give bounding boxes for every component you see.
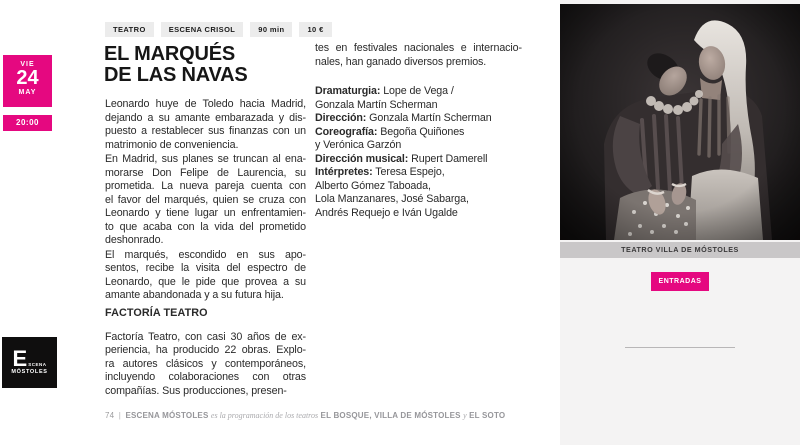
tag-badge: 90 min (250, 22, 292, 37)
text-line: el favor del marqués, quien se cruza con (105, 193, 306, 206)
footer-page-number: 74 (105, 411, 115, 420)
photo-caption-bar: TEATRO VILLA DE MÓSTOLES (560, 242, 800, 258)
body-column-1 (105, 98, 306, 399)
day-label: VIE (20, 61, 35, 68)
tag-badge: 10 € (299, 22, 331, 37)
text-line: dejando a su amante embarazada y dis- (105, 111, 306, 124)
credit-value: Gonzala Martín Scherman (315, 98, 438, 111)
divider-line (625, 347, 735, 348)
text-line: amante abandonada y a su futura hija. (105, 289, 284, 301)
credit-line (315, 126, 522, 140)
footer-brand: ESCENA MÓSTOLES (125, 411, 209, 420)
credit-line (315, 139, 522, 153)
credit-line (315, 85, 522, 99)
text-line: puesto a restablecer sus finanzas con un (105, 125, 306, 137)
date-number: 24 (16, 67, 39, 89)
credit-line (315, 112, 522, 126)
credit-line (315, 193, 522, 207)
footer-separator: | (118, 411, 122, 420)
text-line: matrimonio de conveniencia. (105, 138, 239, 151)
text-line: morarse Don Felipe de Laurencia, su (105, 166, 306, 179)
text-line: to que acaba con la vida del prometido (105, 220, 306, 233)
page-footer (105, 411, 505, 420)
text-line: compañías. Sus producciones, presen- (105, 384, 287, 397)
text-line: periencia, ha producido 22 obras. Explo- (105, 344, 306, 356)
credit-line (315, 207, 522, 221)
text-line: incluyendo colaboraciones con otras (105, 371, 306, 383)
paragraph-4 (105, 331, 306, 399)
credit-label: Dirección musical: (315, 152, 409, 165)
right-panel (560, 0, 800, 445)
page-title (104, 44, 248, 86)
text-line: Leonardo, que le pide que provea a su (105, 275, 306, 288)
logo-letter-e: E (12, 345, 28, 371)
credit-value: Gonzala Martín Scherman (366, 112, 492, 124)
logo-row (12, 345, 47, 371)
page-title-line1: EL MARQUÉS (104, 43, 235, 65)
credit-line (315, 153, 522, 167)
time-badge: 20:00 (3, 115, 52, 131)
tag-row (105, 22, 332, 37)
credit-label: Dirección: (315, 112, 367, 124)
credit-value: Andrés Requejo e Iván Ugalde (315, 206, 458, 219)
text-line: nales, han ganado diversos premios. (315, 55, 487, 68)
footer-theaters: EL BOSQUE, VILLA DE MÓSTOLES (320, 411, 461, 420)
credits-block (315, 85, 522, 220)
text-line: prometida. La nueva pareja cuenta con (105, 180, 306, 192)
text-line: En Madrid, sus planes se truncan al ena- (105, 153, 306, 165)
text-line: Leonardo y tiene lugar un enfrentamien- (105, 207, 306, 219)
paragraph-5 (315, 42, 522, 69)
paragraph-1 (105, 98, 306, 152)
footer-conjunction: y (463, 411, 467, 420)
credit-line (315, 166, 522, 180)
month-label: MAY (18, 89, 37, 96)
credit-value: Rupert Damerell (408, 152, 488, 165)
performers-photo (560, 4, 800, 240)
credit-value: Alberto Gómez Taboada, (315, 179, 431, 192)
credit-label: Dramaturgia: (315, 85, 381, 97)
logo-mostoles-label: MÓSTOLES (11, 369, 48, 376)
body-column-2 (315, 42, 522, 220)
entradas-button[interactable]: ENTRADAS (651, 272, 709, 291)
text-line: tes en festivales nacionales e internacio- (315, 42, 522, 54)
credit-value: Teresa Espejo, (372, 166, 445, 178)
credit-value: Lola Manzanares, José Sabarga, (315, 193, 469, 205)
text-line: ra autores clásicos y contemporáneos, (105, 357, 306, 370)
credit-value: Begoña Quiñones (377, 125, 465, 138)
text-line: Leonardo huye de Toledo hacia Madrid, (105, 98, 306, 110)
credit-line (315, 180, 522, 194)
text-line: El marqués, escondido en sus apo- (105, 248, 306, 261)
credit-label: Intérpretes: (315, 166, 373, 178)
tag-badge: ESCENA CRISOL (161, 22, 244, 37)
text-line: Factoría Teatro, con casi 30 años de ex- (105, 330, 306, 343)
performers-photo-illustration (560, 4, 800, 240)
footer-theater-last: EL SOTO (469, 411, 506, 420)
logo-scena-label: SCENA (28, 362, 47, 368)
footer-tagline: es la programación de los teatros (210, 411, 319, 420)
tag-badge: TEATRO (105, 22, 154, 37)
paragraph-3 (105, 249, 306, 303)
page-title-line2: DE LAS NAVAS (104, 64, 248, 86)
text-line: sentos, recibe la visita del espectro de (105, 262, 306, 274)
section-heading: FACTORÍA TEATRO (105, 306, 208, 319)
brand-logo (2, 337, 57, 388)
text-line: deshonrado. (105, 234, 164, 246)
credit-label: Coreografía: (315, 125, 378, 138)
credit-line (315, 99, 522, 113)
credit-value: y Verónica Garzón (315, 139, 402, 151)
paragraph-2 (105, 153, 306, 248)
credit-value: Lope de Vega / (380, 85, 454, 97)
date-badge (3, 55, 52, 107)
